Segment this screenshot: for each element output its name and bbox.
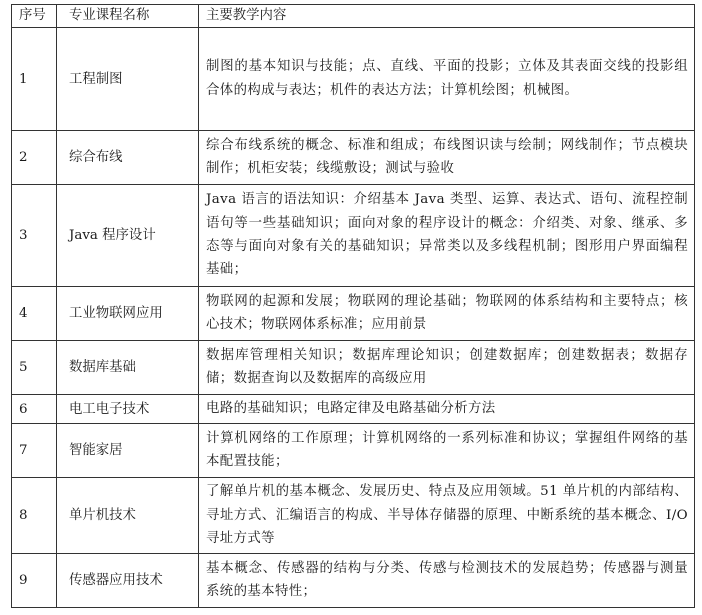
table-row — [12, 554, 695, 608]
cell-teaching-content: 了解单片机的基本概念、发展历史、特点及应用领域。51 单片机的内部结构、寻址方式、汇编语言的构成、半导体存储器的原理、中断系统的基本概念、I/O 寻址方式等 — [199, 478, 695, 554]
cell-teaching-content: 数据库管理相关知识；数据库理论知识；创建数据库；创建数据表；数据存储；数据查询以及数据库的高级应用 — [199, 341, 695, 395]
table-row — [12, 28, 695, 131]
table-row — [12, 131, 695, 185]
cell-serial-number: 3 — [12, 185, 57, 287]
cell-serial-number: 6 — [12, 395, 57, 424]
cell-course-name: 数据库基础 — [57, 341, 199, 395]
cell-teaching-content: Java 语言的语法知识：介绍基本 Java 类型、运算、表达式、语句、流程控制语句等一些基础知识；面向对象的程序设计的概念：介绍类、对象、继承、多态等与面向对象有关的基础知识；异常类以及多线程机制；图形用户界面编程基础； — [199, 185, 695, 287]
course-table — [11, 4, 695, 608]
cell-teaching-content: 综合布线系统的概念、标准和组成；布线图识读与绘制；网线制作；节点模块制作；机柜安装；线缆敷设；测试与验收 — [199, 131, 695, 185]
cell-serial-number: 7 — [12, 424, 57, 478]
table-row — [12, 395, 695, 424]
cell-course-name: 工程制图 — [57, 28, 199, 131]
cell-teaching-content: 物联网的起源和发展；物联网的理论基础；物联网的体系结构和主要特点；核心技术；物联网体系标准；应用前景 — [199, 287, 695, 341]
cell-teaching-content: 制图的基本知识与技能；点、直线、平面的投影；立体及其表面交线的投影组合体的构成与表达；机件的表达方法；计算机绘图；机械图。 — [199, 28, 695, 131]
cell-course-name: 智能家居 — [57, 424, 199, 478]
cell-course-name: 综合布线 — [57, 131, 199, 185]
table-row — [12, 478, 695, 554]
cell-serial-number: 9 — [12, 554, 57, 608]
cell-serial-number: 5 — [12, 341, 57, 395]
table-row — [12, 287, 695, 341]
cell-teaching-content: 电路的基础知识；电路定律及电路基础分析方法 — [199, 395, 695, 424]
cell-serial-number: 8 — [12, 478, 57, 554]
header-serial-number: 序号 — [12, 5, 57, 28]
cell-teaching-content: 计算机网络的工作原理；计算机网络的一系列标准和协议；掌握组件网络的基本配置技能； — [199, 424, 695, 478]
header-course-name: 专业课程名称 — [57, 5, 199, 28]
cell-serial-number: 4 — [12, 287, 57, 341]
cell-course-name: 传感器应用技术 — [57, 554, 199, 608]
table-row — [12, 341, 695, 395]
cell-course-name: 电工电子技术 — [57, 395, 199, 424]
cell-course-name: Java 程序设计 — [57, 185, 199, 287]
cell-serial-number: 2 — [12, 131, 57, 185]
cell-teaching-content: 基本概念、传感器的结构与分类、传感与检测技术的发展趋势；传感器与测量系统的基本特性； — [199, 554, 695, 608]
header-teaching-content: 主要教学内容 — [199, 5, 695, 28]
cell-serial-number: 1 — [12, 28, 57, 131]
cell-course-name: 工业物联网应用 — [57, 287, 199, 341]
cell-course-name: 单片机技术 — [57, 478, 199, 554]
table-row — [12, 424, 695, 478]
table-row — [12, 185, 695, 287]
table-header-row — [12, 5, 695, 28]
